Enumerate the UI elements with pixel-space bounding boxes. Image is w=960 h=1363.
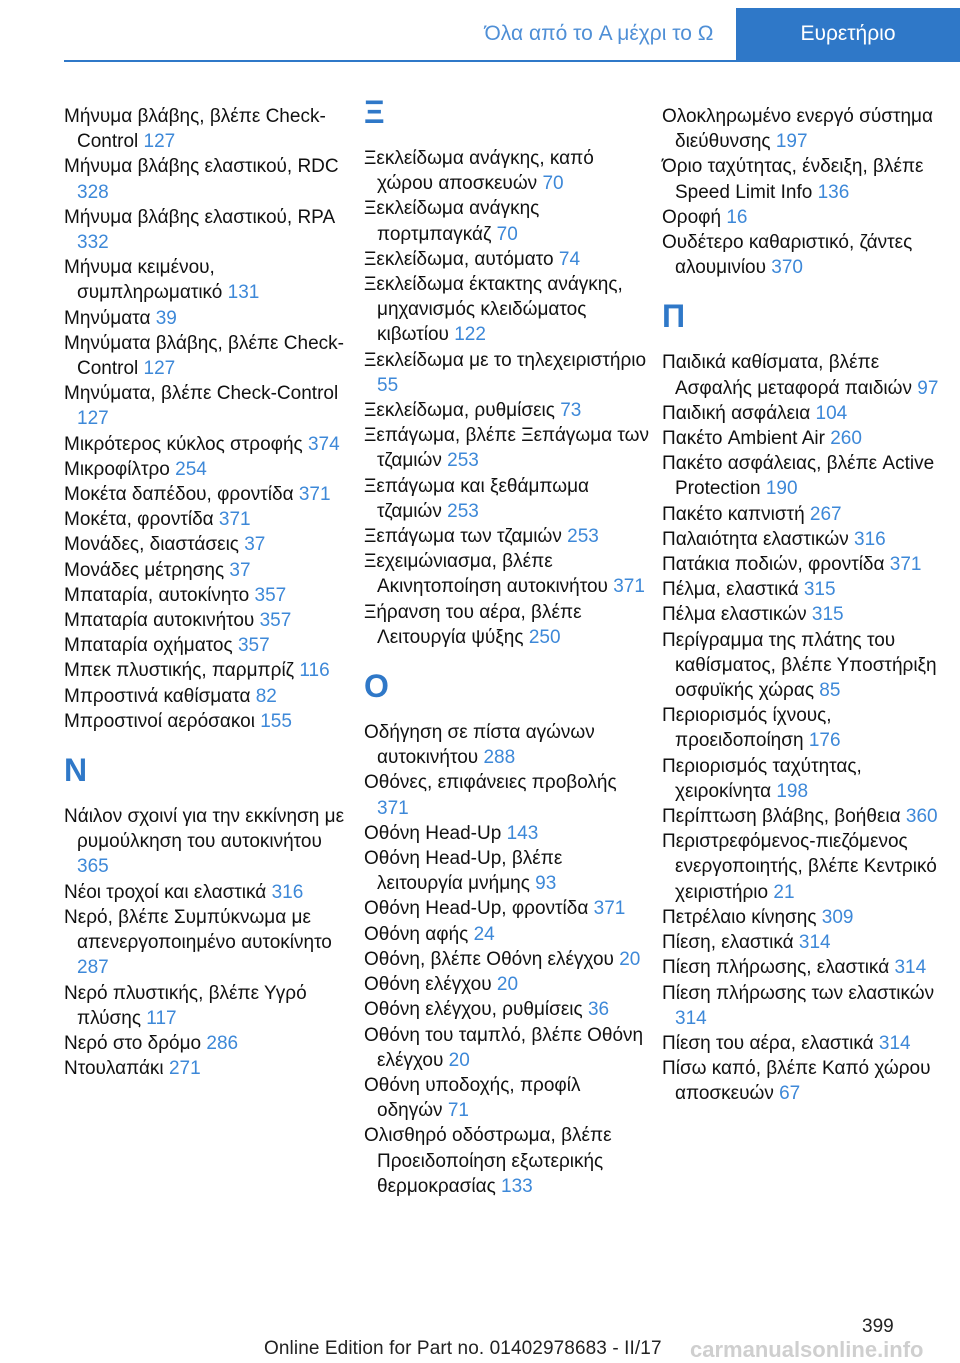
- entry-text: Ξεπάγωμα και ξεθάμπωμα τζαμιών: [364, 475, 590, 522]
- index-entry: [64, 633, 349, 658]
- index-entry: [364, 947, 649, 972]
- entry-text: Μπαταρία αυτοκινήτου: [64, 610, 255, 632]
- index-entry: [64, 432, 349, 457]
- index-entry: [662, 955, 947, 980]
- index-entry: [64, 532, 349, 557]
- index-entry: [364, 922, 649, 947]
- index-entry: [64, 154, 349, 204]
- page-ref-link[interactable]: 250: [528, 626, 561, 648]
- index-entry: [662, 230, 947, 280]
- index-column-2: [364, 94, 649, 1199]
- index-entry: [64, 1056, 349, 1081]
- page-ref-link[interactable]: 314: [798, 932, 831, 954]
- index-entry: [64, 804, 349, 880]
- entry-text: Οθόνες, επιφάνειες προβολής: [364, 772, 617, 794]
- index-entry: [662, 502, 947, 527]
- entry-text: Πίεση του αέρα, ελαστικά: [662, 1032, 874, 1054]
- entry-text: Νερό, βλέπε Συμπύκνωμα με απενεργοποιημένο αυτοκίνητο: [64, 906, 332, 954]
- index-entry: [364, 474, 649, 524]
- page-ref-link[interactable]: 127: [143, 131, 176, 153]
- entry-text: Ξήρανση του αέρα, βλέπε Λειτουργία ψύξης: [364, 601, 582, 648]
- entry-text: Πίεση πλήρωσης των ελαστικών: [662, 982, 935, 1004]
- entry-text: Μπροστινοί αερόσακοι: [64, 710, 255, 732]
- index-entry: [662, 754, 947, 804]
- entry-text: Ουδέτερο καθαριστικό, ζάντες αλουμινίου: [662, 232, 913, 279]
- page-ref-link[interactable]: 288: [483, 747, 516, 769]
- page-ref-link[interactable]: 20: [496, 974, 519, 996]
- entry-text: Μήνυμα βλάβης ελαστικού, RPA: [64, 206, 335, 228]
- index-entry: [364, 196, 649, 246]
- entry-text: Ολισθηρό οδόστρωμα, βλέπε Προειδοποίηση εξωτερικής θερμοκρασίας: [364, 1125, 612, 1197]
- page-ref-link[interactable]: 253: [447, 450, 479, 472]
- index-entry: [364, 1123, 649, 1199]
- page-ref-link[interactable]: 116: [299, 660, 330, 682]
- entry-text: Οθόνη του ταμπλό, βλέπε Οθόνη ελέγχου: [364, 1024, 644, 1071]
- page-ref-link[interactable]: 16: [726, 206, 748, 228]
- entry-text: Περιστρεφόμενος-πιεζόμενος ενεργοποιητής, βλέπε Κεντρικό χειριστήριο: [662, 831, 937, 903]
- page-ref-link[interactable]: 155: [260, 710, 292, 732]
- page-ref-link[interactable]: 371: [377, 797, 409, 819]
- index-entry: [662, 829, 947, 905]
- entry-text: Ολοκληρωμένο ενεργό σύστημα διεύθυνσης: [662, 106, 933, 153]
- index-entry: [662, 804, 947, 829]
- page-ref-link[interactable]: 20: [448, 1049, 470, 1071]
- page-ref-link[interactable]: 253: [447, 500, 479, 522]
- index-entry: [364, 821, 649, 846]
- index-entry: [364, 272, 649, 348]
- page-ref-link[interactable]: 21: [773, 881, 795, 903]
- entry-text: Πακέτο Ambient Air: [662, 428, 825, 450]
- index-entry: [64, 1031, 349, 1056]
- page-ref-link[interactable]: 136: [817, 181, 850, 203]
- entry-text: Πακέτο ασφάλειας, βλέπε Active Protection: [662, 453, 935, 500]
- index-entry: [64, 306, 349, 331]
- page-ref-link[interactable]: 357: [259, 610, 292, 632]
- index-entry: [64, 583, 349, 608]
- page-ref-link[interactable]: 371: [218, 509, 251, 531]
- entry-text: Μονάδες μέτρησης: [64, 559, 225, 581]
- page-ref-link[interactable]: 314: [878, 1032, 911, 1054]
- page-ref-link[interactable]: 267: [809, 503, 842, 525]
- entry-text: Πίσω καπό, βλέπε Καπό χώρου αποσκευών: [662, 1058, 931, 1105]
- page-ref-link[interactable]: 371: [593, 898, 626, 920]
- entry-text: Ξεκλείδωμα, ρυθμίσεις: [364, 400, 555, 422]
- entry-text: Περιορισμός ταχύτητας, χειροκίνητα: [662, 755, 862, 802]
- entry-text: Μήνυμα βλάβης ελαστικού, RDC: [64, 156, 339, 178]
- entry-text: Μηνύματα, βλέπε Check-Control: [64, 383, 339, 405]
- index-entry: [64, 482, 349, 507]
- page-ref-link[interactable]: 122: [454, 324, 486, 346]
- index-entry: [64, 981, 349, 1031]
- index-entry: [64, 507, 349, 532]
- index-entry: [662, 628, 947, 704]
- page-ref-link[interactable]: 143: [506, 822, 539, 844]
- index-entry: [64, 205, 349, 255]
- page-header: [0, 0, 960, 62]
- index-entry: [364, 247, 649, 272]
- page-ref-link[interactable]: 97: [917, 377, 939, 399]
- page-ref-link[interactable]: 82: [255, 685, 277, 707]
- page-ref-link[interactable]: 131: [227, 282, 260, 304]
- index-entry: [662, 154, 947, 204]
- page-ref-link[interactable]: 314: [675, 1007, 707, 1029]
- index-entry: [64, 658, 349, 683]
- page-ref-link[interactable]: 360: [905, 806, 938, 828]
- entry-text: Ξεκλείδωμα ανάγκης, καπό χώρου αποσκευών: [364, 148, 594, 195]
- page-ref-link[interactable]: 315: [803, 579, 836, 601]
- index-entry: [662, 527, 947, 552]
- index-entry: [364, 348, 649, 398]
- entry-text: Ξεπάγωμα, βλέπε Ξεπάγωμα των τζαμιών: [364, 425, 649, 472]
- entry-text: Οθόνη Head-Up, φροντίδα: [364, 898, 589, 920]
- page-ref-link[interactable]: 190: [765, 478, 798, 500]
- page-ref-link[interactable]: 71: [447, 1100, 469, 1122]
- page-ref-link[interactable]: 67: [779, 1083, 801, 1105]
- page-ref-link[interactable]: 197: [775, 131, 808, 153]
- page-ref-link[interactable]: 20: [619, 948, 641, 970]
- entry-text: Παλαιότητα ελαστικών: [662, 528, 849, 550]
- page-ref-link[interactable]: 70: [496, 223, 518, 245]
- index-entry: [364, 549, 649, 599]
- entry-text: Μοκέτα, φροντίδα: [64, 509, 214, 531]
- entry-text: Ξεκλείδωμα με το τηλεχειριστήριο: [364, 349, 647, 371]
- index-entry: [662, 350, 947, 400]
- index-entry: [64, 558, 349, 583]
- page-ref-link[interactable]: 104: [815, 402, 848, 424]
- index-entry: [662, 205, 947, 230]
- entry-text: Περίπτωση βλάβης, βοήθεια: [662, 806, 901, 828]
- page-ref-link[interactable]: 36: [587, 999, 610, 1021]
- page-ref-link[interactable]: 198: [776, 780, 809, 802]
- page-ref-link[interactable]: 271: [168, 1058, 201, 1080]
- entry-text: Νέοι τροχοί και ελαστικά: [64, 881, 267, 903]
- page-ref-link[interactable]: 316: [854, 528, 886, 550]
- index-entry: [64, 905, 349, 981]
- page-ref-link[interactable]: 314: [894, 957, 927, 979]
- entry-text: Οθόνη αφής: [364, 923, 469, 945]
- entry-text: Μικρότερος κύκλος στροφής: [64, 433, 303, 455]
- entry-text: Ντουλαπάκι: [64, 1058, 164, 1080]
- page-ref-link[interactable]: 55: [377, 374, 399, 396]
- entry-text: Μπεκ πλυστικής, παρμπρίζ: [64, 660, 295, 682]
- entry-text: Πέλμα ελαστικών: [662, 604, 807, 626]
- page-ref-link[interactable]: 73: [560, 400, 582, 422]
- page-number: 399: [862, 1316, 894, 1337]
- entry-text: Πακέτο καπνιστή: [662, 503, 805, 525]
- index-entry: [364, 146, 649, 196]
- page-ref-link[interactable]: 85: [819, 680, 841, 702]
- entry-text: Μήνυμα κειμένου, συμπληρωματικό: [64, 257, 223, 304]
- page-ref-link[interactable]: 127: [143, 358, 176, 380]
- index-column-3: [662, 104, 947, 1107]
- index-entry: [662, 104, 947, 154]
- index-entry: [364, 398, 649, 423]
- entry-text: Νερό πλυστικής, βλέπε Υγρό πλύσης: [64, 982, 307, 1029]
- page-ref-link[interactable]: 357: [237, 635, 270, 657]
- page-ref-link[interactable]: 176: [808, 730, 841, 752]
- page-ref-link[interactable]: 24: [473, 923, 495, 945]
- page-ref-link[interactable]: 371: [298, 484, 331, 506]
- entry-text: Πετρέλαιο κίνησης: [662, 906, 817, 928]
- entry-text: Μοκέτα δαπέδου, φροντίδα: [64, 484, 294, 506]
- entry-text: Οθόνη ελέγχου, ρυθμίσεις: [364, 999, 583, 1021]
- letter-heading: Ξ: [364, 94, 385, 130]
- entry-text: Μπαταρία, αυτοκίνητο: [64, 584, 250, 606]
- entry-text: Πέλμα, ελαστικά: [662, 579, 799, 601]
- page-ref-link[interactable]: 133: [501, 1175, 533, 1197]
- index-entry: [364, 1073, 649, 1123]
- entry-text: Οδήγηση σε πίστα αγώνων αυτοκινήτου: [364, 722, 595, 769]
- page-ref-link[interactable]: 309: [821, 906, 854, 928]
- index-entry: [662, 426, 947, 451]
- page-ref-link[interactable]: 374: [307, 433, 340, 455]
- page-ref-link[interactable]: 371: [889, 554, 922, 576]
- index-entry: [662, 552, 947, 577]
- index-entry: [64, 684, 349, 709]
- index-entry: [364, 972, 649, 997]
- header-divider: [64, 60, 960, 62]
- page-ref-link[interactable]: 254: [175, 458, 207, 480]
- watermark: carmanualsonline.info: [690, 1337, 924, 1362]
- entry-text: Μηνύματα βλάβης, βλέπε Check-Control: [64, 332, 344, 380]
- entry-text: Οθόνη Head-Up: [364, 822, 502, 844]
- index-entry: [662, 1031, 947, 1056]
- index-entry: [64, 331, 349, 381]
- page-ref-link[interactable]: 37: [229, 559, 251, 581]
- entry-text: Ξεχειμώνιασμα, βλέπε Ακινητοποίηση αυτοκινήτου: [364, 551, 608, 598]
- letter-heading: Ο: [364, 668, 389, 705]
- index-entry: [64, 608, 349, 633]
- entry-text: Ξεκλείδωμα, αυτόματο: [364, 248, 554, 270]
- index-entry: [364, 423, 649, 473]
- index-entry: [64, 381, 349, 431]
- page-ref-link[interactable]: 328: [77, 181, 109, 203]
- entry-text: Μονάδες, διαστάσεις: [64, 534, 239, 556]
- entry-text: Οροφή: [662, 206, 722, 228]
- page-ref-link[interactable]: 287: [77, 957, 109, 979]
- index-entry: [364, 770, 649, 820]
- entry-text: Πίεση πλήρωσης, ελαστικά: [662, 957, 890, 979]
- page-ref-link[interactable]: 286: [206, 1032, 239, 1054]
- entry-text: Ξεκλείδωμα έκτακτης ανάγκης, μηχανισμός κλειδώματος κιβωτίου: [364, 274, 623, 346]
- index-entry: [64, 255, 349, 305]
- section-title[interactable]: Όλα από το A μέχρι το Ω: [484, 22, 714, 45]
- page-ref-link[interactable]: 70: [542, 173, 564, 195]
- entry-text: Οθόνη, βλέπε Οθόνη ελέγχου: [364, 948, 614, 970]
- page-ref-link[interactable]: 365: [77, 856, 109, 878]
- letter-heading: Ν: [64, 752, 88, 789]
- entry-text: Περιορισμός ίχνους, προειδοποίηση: [662, 705, 832, 752]
- index-column-1: [64, 104, 349, 1081]
- index-entry: [364, 524, 649, 549]
- index-entry: [64, 104, 349, 154]
- page-ref-link[interactable]: 39: [155, 307, 177, 329]
- entry-text: Μπροστινά καθίσματα: [64, 685, 251, 707]
- letter-heading: Π: [662, 298, 686, 335]
- entry-text: Μπαταρία οχήματος: [64, 635, 233, 657]
- index-entry: [662, 905, 947, 930]
- page-ref-link[interactable]: 127: [77, 408, 109, 430]
- index-entry: [662, 577, 947, 602]
- entry-text: Πατάκια ποδιών, φροντίδα: [662, 554, 885, 576]
- page-ref-link[interactable]: 357: [254, 584, 287, 606]
- entry-text: Ξεκλείδωμα ανάγκης πορτμπαγκάζ: [364, 198, 540, 245]
- edition-footer: Online Edition for Part no. 01402978683 - II/17: [264, 1338, 662, 1359]
- page-ref-link[interactable]: 315: [811, 604, 844, 626]
- page-ref-link[interactable]: 93: [535, 873, 557, 895]
- tab-index[interactable]: Ευρετήριο: [736, 8, 960, 60]
- index-entry: [364, 1023, 649, 1073]
- index-entry: [662, 451, 947, 501]
- page-ref-link[interactable]: 332: [77, 232, 109, 254]
- entry-text: Μηνύματα: [64, 307, 151, 329]
- index-entry: [364, 600, 649, 650]
- entry-text: Ξεπάγωμα των τζαμιών: [364, 526, 562, 548]
- index-entry: [364, 846, 649, 896]
- entry-text: Παιδικά καθίσματα, βλέπε Ασφαλής μεταφορά παιδιών: [662, 352, 912, 399]
- index-entry: [662, 401, 947, 426]
- entry-text: Νερό στο δρόμο: [64, 1032, 202, 1054]
- page-ref-link[interactable]: 253: [567, 526, 599, 548]
- entry-text: Όριο ταχύτητας, ένδειξη, βλέπε Speed Limit Info: [662, 156, 924, 203]
- index-entry: [64, 709, 349, 734]
- page-ref-link[interactable]: 371: [613, 576, 645, 598]
- index-entry: [364, 720, 649, 770]
- index-entry: [64, 880, 349, 905]
- index-entry: [364, 896, 649, 921]
- index-entry: [662, 602, 947, 627]
- entry-text: Μικροφίλτρο: [64, 458, 170, 480]
- entry-text: Οθόνη Head-Up, βλέπε λειτουργία μνήμης: [364, 848, 563, 895]
- index-entry: [662, 1056, 947, 1106]
- index-entry: [662, 981, 947, 1031]
- index-entry: [364, 997, 649, 1022]
- page-ref-link[interactable]: 74: [558, 248, 581, 270]
- entry-text: Νάιλον σχοινί για την εκκίνηση με ρυμούλκηση του αυτοκινήτου: [64, 806, 345, 853]
- entry-text: Περίγραμμα της πλάτης του καθίσματος, βλέπε Υποστήριξη οσφυϊκής χώρας: [662, 629, 937, 702]
- entry-text: Πίεση, ελαστικά: [662, 932, 794, 954]
- entry-text: Παιδική ασφάλεια: [662, 402, 811, 424]
- page-ref-link[interactable]: 316: [271, 881, 304, 903]
- entry-text: Οθόνη υποδοχής, προφίλ οδηγών: [364, 1074, 581, 1122]
- page-ref-link[interactable]: 37: [244, 534, 266, 556]
- index-entry: [662, 930, 947, 955]
- page-ref-link[interactable]: 117: [146, 1007, 177, 1029]
- page-ref-link[interactable]: 370: [771, 257, 803, 279]
- index-entry: [662, 703, 947, 753]
- index-entry: [64, 457, 349, 482]
- entry-text: Μήνυμα βλάβης, βλέπε Check-Control: [64, 106, 326, 153]
- entry-text: Οθόνη ελέγχου: [364, 974, 492, 996]
- page-ref-link[interactable]: 260: [830, 428, 862, 450]
